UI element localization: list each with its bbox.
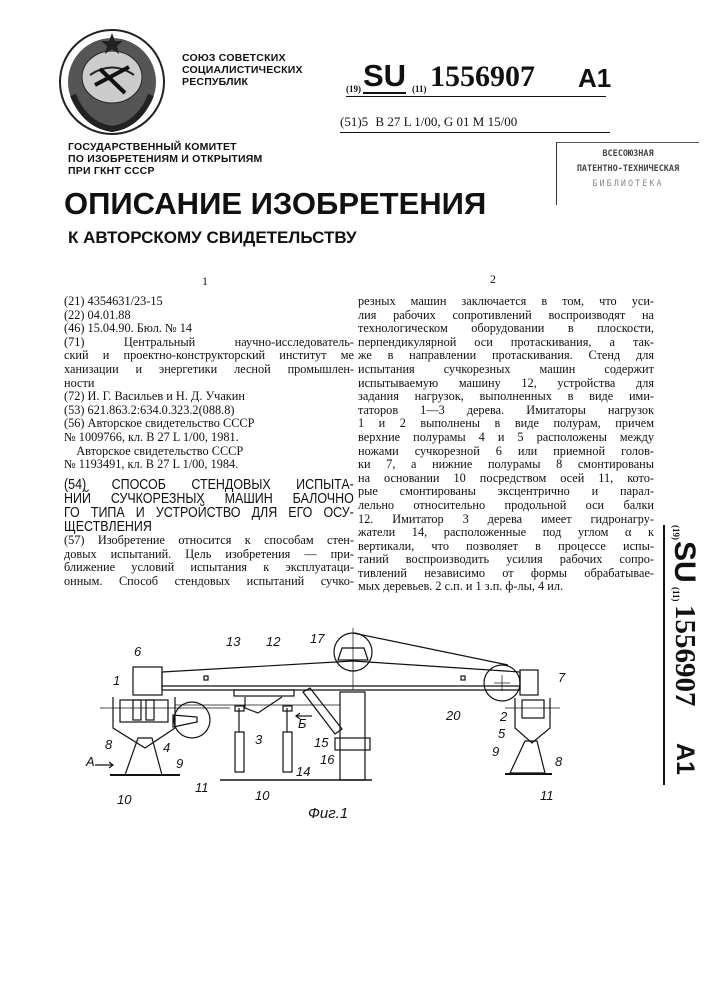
ipc-classes: B 27 L 1/00, G 01 M 15/00 <box>375 114 517 129</box>
abstract-line: мых деревьев. 2 с.п. и 1 з.п. ф-лы, 4 ил. <box>358 580 654 594</box>
label-11-left: 11 <box>195 780 209 795</box>
union-line: РЕСПУБЛИК <box>182 76 303 88</box>
label-a: А <box>85 754 95 769</box>
biblio-line: ности <box>64 377 354 391</box>
country-code: SU <box>363 60 406 94</box>
label-2: 2 <box>499 709 508 724</box>
union-line: СОЦИАЛИСТИЧЕСКИХ <box>182 64 303 76</box>
abstract-line: ки 7, а нижние полурамы 8 смонтированы <box>358 458 654 472</box>
abstract-line: задания нагрузок, выполненных в виде ими- <box>358 390 654 404</box>
label-16: 16 <box>320 752 335 767</box>
side-code-19: (19) <box>671 525 681 540</box>
biblio-line: Авторское свидетельство СССР <box>64 445 354 459</box>
abstract-line: ножами сучкорезной 6 или приемной голов- <box>358 445 654 459</box>
abstract-line: вертикали, что позволяет в процессе испы- <box>358 540 654 554</box>
abstract-line: 12. Имитатор 3 дерева имеет гидронагру- <box>358 513 654 527</box>
abstract-line: технологическом оборудовании в плоскости, <box>358 322 654 336</box>
receiving-head-7 <box>520 670 538 695</box>
abstract-line: лельно относительно продольной оси балки <box>358 499 654 513</box>
column-number-left: 1 <box>202 274 208 289</box>
committee-line: ПО ИЗОБРЕТЕНИЯМ И ОТКРЫТИЯМ <box>68 153 263 165</box>
committee-line: ПРИ ГКНТ СССР <box>68 165 263 177</box>
title-line: ГО ТИПА И УСТРОЙСТВО ДЛЯ ЕГО ОСУ- <box>64 506 354 520</box>
side-number: 1556907 <box>668 605 701 707</box>
title-line: НИЙ СУЧКОРЕЗНЫХ МАШИН БАЛОЧНО <box>64 492 354 506</box>
biblio-line: (22) 04.01.88 <box>64 309 354 323</box>
support-column <box>340 692 365 780</box>
label-15: 15 <box>314 735 329 750</box>
biblio-line: ский и проектно-конструкторский институт ме <box>64 349 354 363</box>
patent-number: 1556907 <box>430 60 535 94</box>
abstract-line: жатели 14, расположенные под углом α к <box>358 526 654 540</box>
side-code-11: (11) <box>671 587 681 602</box>
figure-1-drawing <box>0 0 707 1000</box>
abstract-line: на основании 10 посредством осей 11, кото- <box>358 472 654 486</box>
biblio-line: (46) 15.04.90. Бюл. № 14 <box>64 322 354 336</box>
label-17: 17 <box>310 631 325 646</box>
label-12: 12 <box>266 634 281 649</box>
side-kind: A1 <box>670 743 699 775</box>
column-number-right: 2 <box>490 272 496 287</box>
stamp-line: ВСЕСОЮЗНАЯ <box>557 147 699 162</box>
label-6: 6 <box>134 644 142 659</box>
biblio-line: (53) 621.863.2:634.0.323.2(088.8) <box>64 404 354 418</box>
abstract-line: перпендикулярной оси протаскивания, а так- <box>358 336 654 350</box>
biblio-line: № 1009766, кл. B 27 L 1/00, 1981. <box>64 431 354 445</box>
abstract-line: ближение условий испытания к эксплуатаци- <box>64 561 354 575</box>
abstract-line: таторов 1—3 дерева. Имитаторы нагрузок <box>358 404 654 418</box>
abstract-line: 1 и 2 выполнены в виде полурам, причем <box>358 417 654 431</box>
abstract-line: (57) Изобретение относится к способам стен- <box>64 534 354 548</box>
biblio-line: (71) Центральный научно-исследователь- <box>64 336 354 350</box>
abstract-line: рые смонтированы эксцентрично и парал- <box>358 485 654 499</box>
hydraulic-cylinder <box>235 732 244 772</box>
title-line: (54) СПОСОБ СТЕНДОВЫХ ИСПЫТА- <box>64 478 354 492</box>
biblio-line: (21) 4354631/23-15 <box>64 295 354 309</box>
union-line: СОЮЗ СОВЕТСКИХ <box>182 52 303 64</box>
abstract-line: таний воспроизводить усилия рабочих сопро- <box>358 553 654 567</box>
biblio-line: (72) И. Г. Васильев и Н. Д. Учакин <box>64 390 354 404</box>
label-10: 10 <box>255 788 270 803</box>
abstract-line: же в направлении протаскивания. Стенд для <box>358 349 654 363</box>
label-20: 20 <box>445 708 461 723</box>
ipc-code: (51)5 <box>340 114 368 129</box>
label-14: 14 <box>296 764 310 779</box>
label-9-right: 9 <box>492 744 499 759</box>
patent-kind: A1 <box>578 63 611 94</box>
abstract-line: испытания сучкорезных машин содержит <box>358 363 654 377</box>
abstract-line: тивлений независимо от формы обрабатывае- <box>358 567 654 581</box>
abstract-line: резных машин заключается в том, что уси- <box>358 295 654 309</box>
stamp-line: ПАТЕНТНО-ТЕХНИЧЕСКАЯ <box>557 162 699 177</box>
figure-caption: Фиг.1 <box>308 805 348 822</box>
hydraulic-cylinder-14 <box>283 732 292 772</box>
title-line: ЩЕСТВЛЕНИЯ <box>64 520 354 534</box>
label-9-left: 9 <box>176 756 183 771</box>
committee-line: ГОСУДАРСТВЕННЫЙ КОМИТЕТ <box>68 141 263 153</box>
label-8-left: 8 <box>105 737 113 752</box>
loader-13 <box>234 690 294 696</box>
code-11: (11) <box>412 84 427 94</box>
support-8-right <box>510 741 545 773</box>
label-b: Б <box>298 716 307 731</box>
abstract-line: верхние полурамы 4 и 5 расположены между <box>358 431 654 445</box>
stamp-line: БИБЛИОТЕКА <box>557 177 699 192</box>
label-8-right: 8 <box>555 754 563 769</box>
hydraulic-loader-15 <box>303 688 342 734</box>
label-4: 4 <box>163 740 170 755</box>
cutting-head-6 <box>133 667 162 695</box>
document-subtitle: К АВТОРСКОМУ СВИДЕТЕЛЬСТВУ <box>68 228 357 248</box>
label-3: 3 <box>255 732 263 747</box>
biblio-line: (56) Авторское свидетельство СССР <box>64 417 354 431</box>
label-7: 7 <box>558 670 566 685</box>
support-8-left <box>125 738 162 775</box>
code-19: (19) <box>346 84 361 94</box>
abstract-line: испытываемую машину 12, устройства для <box>358 377 654 391</box>
label-10-left: 10 <box>117 792 132 807</box>
abstract-line: довых испытаний. Цель изобретения — при- <box>64 548 354 562</box>
label-11-right: 11 <box>540 788 554 803</box>
document-title: ОПИСАНИЕ ИЗОБРЕТЕНИЯ <box>64 186 486 222</box>
abstract-line: онным. Способ стендовых испытаний сучко- <box>64 575 354 589</box>
simulator-circle <box>174 702 210 738</box>
biblio-line: № 1193491, кл. B 27 L 1/00, 1984. <box>64 458 354 472</box>
biblio-line: ханизации и энергетики лесной промышлен- <box>64 363 354 377</box>
label-1: 1 <box>113 673 120 688</box>
label-13: 13 <box>226 634 241 649</box>
half-frame-5 <box>515 698 550 743</box>
side-country: SU <box>667 541 701 583</box>
abstract-line: лия рабочих сопротивлений воспроизводят на <box>358 309 654 323</box>
label-5: 5 <box>498 726 506 741</box>
